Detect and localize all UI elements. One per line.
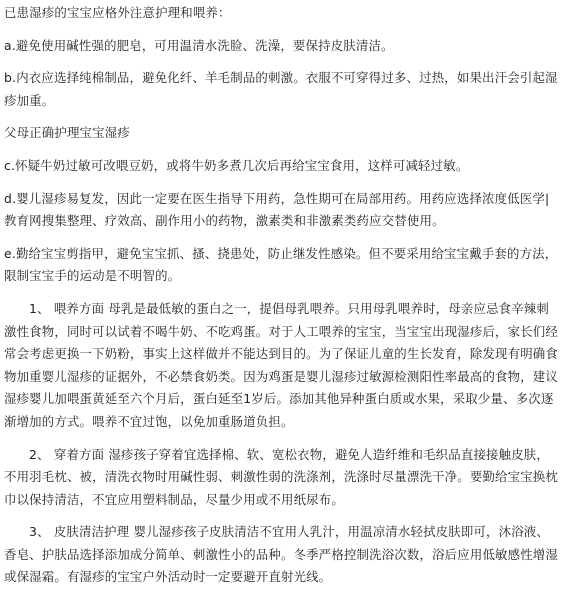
- feeding-paragraph: 1、 喂养方面 母乳是最低敏的蛋白之一，提倡母乳喂养。只用母乳喂养时，母亲应忌食辛辣刺激性食物，同时可以试着不喝牛奶、不吃鸡蛋。对于人工喂养的宝宝，当宝宝出现湿疹后，家长们经常会考虑更换一下奶粉，事实上这样做并不能达到目的。为了保证儿童的生长发育，除发现有明确食物加重婴儿湿疹的证据外，不必禁食奶类。因为鸡蛋是婴儿湿疹过敏源检测阳性率最高的食物，建议湿疹婴儿加喂蛋黄延至六个月后，蛋白延至1岁后。添加其他异种蛋白质或水果，采取少量、多次逐渐增加的方式。喂养不宜过饱，以免加重肠道负担。: [4, 300, 558, 429]
- article-body: [4, 0, 558, 589]
- tip-a-paragraph: a.避免使用碱性强的肥皂，可用温清水洗脸、洗澡，要保持皮肤清洁。: [4, 37, 394, 53]
- tip-b-paragraph: b.内衣应选择纯棉制品，避免化纤、羊毛制品的刺激。衣服不可穿得过多、过热，如果出汗会引起湿疹加重。: [4, 70, 558, 108]
- section-subtitle: 父母正确护理宝宝湿疹: [4, 125, 130, 141]
- tip-e-paragraph: e.勤给宝宝剪指甲，避免宝宝抓、搔、挠患处，防止继发性感染。但不要采用给宝宝戴手套的方法，限制宝宝手的运动是不明智的。: [4, 245, 558, 284]
- skin-care-paragraph: 3、 皮肤清洁护理 婴儿湿疹孩子皮肤清洁不宜用人乳汁，用温凉清水轻拭皮肤即可，沐浴液、香皂、护肤品选择添加成分简单、刺激性小的品种。冬季严格控制洗浴次数，浴后应用低敏感性增湿或保湿霜。有湿疹的宝宝户外活动时一定要避开直射光线。: [4, 524, 558, 585]
- intro-heading: 已患湿疹的宝宝应格外注意护理和喂养：: [4, 5, 231, 20]
- tip-d-paragraph: d.婴儿湿疹易复发，因此一定要在医生指导下用药，急性期可在局部用药。用药应选择浓度低医学|教育网搜集整理、疗效高、副作用小的药物，激素类和非激素类药应交替使用。: [4, 190, 550, 229]
- tip-c-paragraph: c.怀疑牛奶过敏可改喂豆奶，或将牛奶多煮几次后再给宝宝食用，这样可减轻过敏。: [4, 157, 469, 173]
- clothing-paragraph: 2、 穿着方面 湿疹孩子穿着宜选择棉、软、宽松衣物，避免人造纤维和毛织品直接接触皮肤，不用羽毛枕、被，清洗衣物时用碱性弱、刺激性弱的洗涤剂，洗涤时尽量漂洗干净。要勤给宝宝换枕巾以保持清洁，不宜应用塑料制品，尽量少用或不用纸尿布。: [4, 446, 558, 507]
